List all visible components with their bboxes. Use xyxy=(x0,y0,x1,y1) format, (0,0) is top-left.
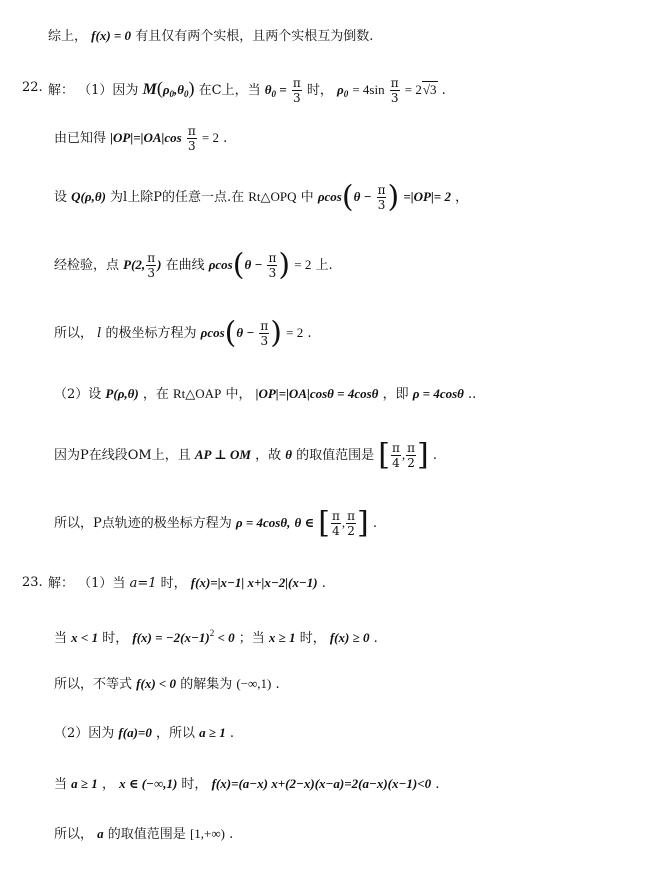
part-label: （1）当 xyxy=(78,576,126,591)
math-expression: ρcos xyxy=(208,257,233,272)
math-expression: ρ = 4cosθ xyxy=(412,386,464,401)
line-l: l xyxy=(97,326,102,341)
fraction-pi-3: $\frac{\pi}{3}$ xyxy=(268,251,277,280)
math-expression: ρcos xyxy=(200,325,225,340)
math-expression: x < 1 xyxy=(71,630,99,645)
text-segment: 时， xyxy=(299,631,326,646)
q23-line-3 xyxy=(54,675,280,694)
q22-line-2 xyxy=(54,122,227,155)
paren-close: ) xyxy=(188,78,195,98)
q23-line-1 xyxy=(48,574,326,593)
fraction-pi-4: $\frac{\pi}{4}$ xyxy=(391,441,400,470)
fraction-pi-3: $\frac{\pi}{3}$ xyxy=(187,124,196,153)
point-Q: Q(ρ,θ) xyxy=(71,189,106,204)
text-segment: 所以，P点轨迹的极坐标方程为 xyxy=(54,516,232,531)
text-segment: 时， xyxy=(102,631,129,646)
rho0: $\rho_0,\theta_0$ xyxy=(162,82,189,99)
question-number-22: 22. xyxy=(22,80,43,95)
math-expression: f(x)=|x−1| x+|x−2|(x−1) xyxy=(190,575,318,590)
text-segment: ，所以 xyxy=(155,726,195,741)
text-segment: ，即 xyxy=(382,387,409,402)
bracket-open: [ xyxy=(318,505,330,541)
paren-open: ( xyxy=(224,315,237,351)
part-label: （2）因为 xyxy=(54,726,115,741)
superscript: 2 xyxy=(209,628,215,638)
fraction-pi-3: $\frac{\pi}{3}$ xyxy=(390,76,399,105)
fraction-pi-3: $\frac{\pi}{3}$ xyxy=(147,251,156,280)
text-segment: . xyxy=(373,631,378,646)
text-segment: 的取值范围是 xyxy=(107,827,186,842)
q23-line-4 xyxy=(54,724,234,743)
text-segment: 由已知得 xyxy=(54,131,107,146)
jie-label: 解： xyxy=(48,83,75,98)
q22-line-8: 所以，P点轨迹的极坐标方程为 ρ = 4cosθ, θ ∈ [ $\frac{\pi}{4}$ , $\frac{\pi}{2}$ ] . xyxy=(54,505,377,541)
text-segment: ， xyxy=(455,190,469,205)
math-expression: = 4sin xyxy=(352,82,385,97)
q22-line-4 xyxy=(54,248,333,283)
jie-label: 解： xyxy=(48,576,75,591)
text-segment: 中， xyxy=(225,387,252,402)
text-segment: 在C上，当 xyxy=(198,83,261,98)
paren-open: ( xyxy=(341,179,354,215)
text-segment: 的极坐标方程为 xyxy=(105,326,197,341)
math-expression: [1,+∞) xyxy=(189,826,225,841)
paren-close: ) xyxy=(278,247,291,283)
bracket-close: ] xyxy=(417,437,429,473)
text-segment: 综上， xyxy=(48,29,88,44)
math-expression: ρcos xyxy=(317,189,342,204)
text-segment: ，故 xyxy=(255,448,282,463)
text-segment: . xyxy=(229,726,235,741)
fraction-pi-2: $\frac{\pi}{2}$ xyxy=(347,509,355,538)
text-segment: . xyxy=(435,777,440,792)
text-segment: 为l上除P的任意一点.在 xyxy=(110,190,245,205)
text-segment: 的取值范围是 xyxy=(296,448,375,463)
math-expression: |OP|=|OA|cos xyxy=(110,130,182,145)
math-expression: x ∈ (−∞,1) xyxy=(119,776,178,791)
text-segment: 中 xyxy=(300,190,314,205)
point-M: M xyxy=(142,81,157,98)
q22-line-3 xyxy=(54,180,468,215)
math-expression: a ≥ 1 xyxy=(71,776,98,791)
math-expression: ρ = 4cosθ, xyxy=(235,515,291,530)
point-P: P(2, xyxy=(123,257,146,272)
math-expression: a xyxy=(97,826,104,841)
math-expression: =|OP|= 2 xyxy=(403,189,451,204)
text-segment: 有且仅有两个实根，且两个实根互为倒数. xyxy=(135,29,374,44)
part-label: （2）设 xyxy=(54,387,102,402)
fraction-pi-4: $\frac{\pi}{4}$ xyxy=(331,509,340,538)
text-segment: 所以，不等式 xyxy=(54,677,133,692)
text-segment: . xyxy=(372,516,377,531)
text-segment: 当 xyxy=(54,777,68,792)
paren-close: ) xyxy=(270,315,282,351)
text-segment: 设 xyxy=(54,190,68,205)
paren-open: ( xyxy=(156,78,163,98)
text-segment: 的解集为 xyxy=(180,677,233,692)
bracket-open: [ xyxy=(378,437,390,473)
paren-close: ) xyxy=(387,179,400,215)
math-expression: = 2 xyxy=(294,257,312,272)
math-expression: |OP|=|OA|cosθ = 4cosθ xyxy=(255,386,379,401)
text-segment: 当 xyxy=(54,631,68,646)
math-expression: f(x) < 0 xyxy=(136,676,177,691)
point-P: P(ρ,θ) xyxy=(105,386,139,401)
text-segment: 经检验，点 xyxy=(54,258,120,273)
bracket-close: ] xyxy=(356,505,369,541)
text-segment: 上. xyxy=(315,258,333,273)
text-segment: ， xyxy=(101,777,115,792)
q22-line-7: 因为P在线段OM上，且 AP ⊥ OM ，故 θ 的取值范围是 [ $\frac{\pi}{4}$ , $\frac{\pi}{2}$ ] . xyxy=(54,437,438,473)
fraction-pi-3: $\frac{\pi}{3}$ xyxy=(292,76,301,105)
math-expression: = 2 xyxy=(201,130,219,145)
paren-close: ) xyxy=(157,257,162,272)
text-segment: 所以， xyxy=(54,827,94,842)
fraction-pi-2: $\frac{\pi}{2}$ xyxy=(407,441,416,470)
text-segment: 在曲线 xyxy=(165,258,205,273)
math-expression: θ − xyxy=(353,189,372,204)
text-segment: .. xyxy=(468,387,477,402)
math-expression: f(x) = 0 xyxy=(91,28,132,43)
text-segment: 所以， xyxy=(54,326,94,341)
question-number-23: 23. xyxy=(22,575,43,590)
theta0: $\theta_0$ = xyxy=(264,82,287,99)
math-expression: < 0 xyxy=(214,630,235,645)
text-segment: ，在 xyxy=(142,387,169,402)
fraction-pi-3: $\frac{\pi}{3}$ xyxy=(377,183,386,212)
text-segment: . xyxy=(321,576,326,591)
text-segment: . xyxy=(275,677,280,692)
text-segment: . xyxy=(223,131,228,146)
math-expression: f(x)=(a−x) x+(2−x)(x−a)=2(a−x)(x−1)<0 xyxy=(211,776,432,791)
math-expression: = 2 xyxy=(404,82,422,97)
q22-line-5 xyxy=(54,316,312,351)
math-expression: = 2 xyxy=(286,325,304,340)
text-segment: ；当 xyxy=(238,631,265,646)
theta-symbol: θ xyxy=(285,447,292,462)
q23-line-2 xyxy=(54,624,378,648)
text-segment: 时， xyxy=(160,576,187,591)
triangle-OPQ: Rt△OPQ xyxy=(248,189,297,204)
triangle-OAP: Rt△OAP xyxy=(173,386,222,401)
q22-line-1 xyxy=(48,72,446,110)
conclusion-21-line xyxy=(48,27,373,46)
math-expression: (−∞,1) xyxy=(236,676,272,691)
part-label: （1）因为 xyxy=(78,83,139,98)
text-segment: . xyxy=(307,326,312,341)
sqrt-3: √3 xyxy=(422,82,437,97)
text-segment: . xyxy=(432,448,438,463)
math-expression: AP ⊥ OM xyxy=(194,447,251,462)
text-segment: 因为P在线段OM上，且 xyxy=(54,448,191,463)
math-expression: θ − xyxy=(244,257,263,272)
math-expression: x ≥ 1 xyxy=(268,630,296,645)
math-expression: f(x) ≥ 0 xyxy=(329,630,370,645)
math-expression: θ − xyxy=(236,325,255,340)
fraction-pi-3: $\frac{\pi}{3}$ xyxy=(260,319,269,348)
math-expression: a=1 xyxy=(129,576,157,591)
q22-line-6 xyxy=(54,385,476,404)
math-expression: f(a)=0 xyxy=(118,725,152,740)
rho0-symbol: $\rho_0$ xyxy=(337,82,349,99)
text-segment: . xyxy=(229,827,234,842)
q23-line-6 xyxy=(54,825,233,844)
math-expression: a ≥ 1 xyxy=(199,725,226,740)
paren-open: ( xyxy=(232,247,245,283)
math-expression: f(x) = −2(x−1) xyxy=(132,630,210,645)
text-segment: . xyxy=(441,83,446,98)
q23-line-5 xyxy=(54,775,439,794)
text-segment: 时， xyxy=(306,83,333,98)
text-segment: 时， xyxy=(181,777,208,792)
math-expression: θ ∈ xyxy=(294,515,315,530)
